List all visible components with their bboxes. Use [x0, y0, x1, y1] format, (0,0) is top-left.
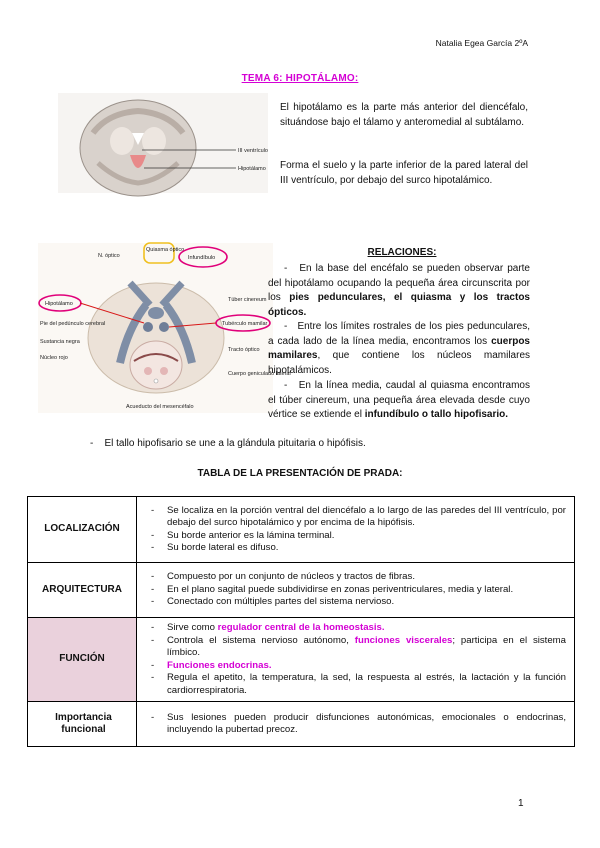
label-aqueduct: Acueducto del mesencéfalo: [126, 404, 194, 410]
relations-bullet-4: - El tallo hipofisario se une a la glándula pituitaria o hipófisis.: [90, 438, 366, 449]
table-row-funcion: [28, 618, 575, 702]
label-hypothalamus-2: Hipotálamo: [45, 301, 73, 307]
table-row-arquitectura: [28, 563, 575, 618]
table-row-importancia: [28, 702, 575, 747]
table-row-localizacion: [28, 497, 575, 563]
label-optic-nerve: N. óptico: [98, 253, 120, 259]
relations-bullet-3: - En la línea media, caudal al quiasma encontramos el túber cinereum, una pequeña área elevada desde cuyo vértice se extiende el infundíbulo o tallo hipofisario.: [268, 380, 530, 420]
arq-item-2: - En el plano sagital puede subdividirse en zonas periventriculares, media y lateral.: [149, 584, 566, 597]
fun-item-3: - Funciones endocrinas.: [149, 660, 566, 673]
label-peduncle: Pie del pedúnculo cerebral: [40, 321, 106, 327]
page-header-author: Natalia Egea García 2ºA: [435, 38, 528, 48]
row-label-arquitectura: ARQUITECTURA: [28, 563, 137, 618]
loc-item-2: - Su borde anterior es la lámina terminal.: [149, 530, 566, 543]
page-number: 1: [518, 798, 524, 809]
relations-title: RELACIONES:: [367, 247, 437, 258]
relations-bullet-1: - En la base del encéfalo se pueden observar parte del hipotálamo ocupando la pequeña área circunscrita por los pies pedunculares, el quiasma y los tractos ópticos.: [268, 263, 530, 318]
label-tuber-cinereum: Túber cinereum: [228, 297, 267, 303]
imp-item-1: - Sus lesiones pueden producir disfunciones autonómicas, emocionales o endocrinas, incluyendo la pubertad precoz.: [149, 712, 566, 737]
label-optic-chiasm: Quiasma óptico: [146, 247, 185, 253]
relations-bullet-2: - Entre los límites rostrales de los pies pedunculares, a cada lado de la línea media, encontramos los cuerpos mamilares, que contiene los núcleos mamilares hipotalámicos.: [268, 321, 530, 376]
fun-item-2: - Controla el sistema nervioso autónomo, funciones viscerales; participa en el sistema límbico.: [149, 635, 566, 660]
coronal-brain-illustration: [58, 93, 268, 193]
label-lateral-geniculate: Cuerpo geniculado lateral: [228, 371, 291, 377]
fun-item-1: - Sirve como regulador central de la homeostasis.: [149, 622, 566, 635]
label-mamillary-body: Tubérculo mamilar: [222, 321, 268, 327]
brain-base-illustration: [38, 243, 291, 413]
row-label-funcion: FUNCIÓN: [28, 618, 137, 702]
coronal-brain-figure: [58, 93, 268, 193]
label-red-nucleus: Núcleo rojo: [40, 355, 68, 361]
arq-item-3: - Conectado con múltiples partes del sistema nervioso.: [149, 596, 566, 609]
label-infundibulum: Infundíbulo: [188, 255, 216, 261]
page-title: TEMA 6: HIPOTÁLAMO:: [241, 73, 359, 84]
table-title: TABLA DE LA PRESENTACIÓN DE PRADA:: [197, 468, 403, 479]
brain-base-figure: [38, 243, 291, 413]
intro-paragraph-2: Forma el suelo y la parte inferior de la pared lateral del III ventrículo, por debajo del surco hipotalámico.: [280, 160, 528, 186]
loc-item-3: - Su borde lateral es difuso.: [149, 542, 566, 555]
row-label-importancia: Importancia funcional: [28, 702, 137, 747]
loc-item-1: - Se localiza en la porción ventral del diencéfalo a lo largo de las paredes del III ventrículo, por debajo del surco hipotalámico y por encima de la hipófisis.: [149, 505, 566, 530]
label-iii-ventricle: III ventrículo: [238, 148, 268, 154]
presentation-table: [27, 496, 575, 747]
arq-item-1: - Compuesto por un conjunto de núcleos y tractos de fibras.: [149, 571, 566, 584]
label-substantia-nigra: Sustancia negra: [40, 339, 80, 345]
label-hypothalamus: Hipotálamo: [238, 166, 266, 172]
row-label-localizacion: LOCALIZACIÓN: [28, 497, 137, 563]
fun-item-4: - Regula el apetito, la temperatura, la sed, la respuesta al estrés, la lactación y la función cardiorrespiratoria.: [149, 672, 566, 697]
intro-paragraph-1: El hipotálamo es la parte más anterior del diencéfalo, situándose bajo el tálamo y anteromedial al subtálamo.: [280, 102, 528, 128]
label-optic-tract: Tracto óptico: [228, 347, 260, 353]
